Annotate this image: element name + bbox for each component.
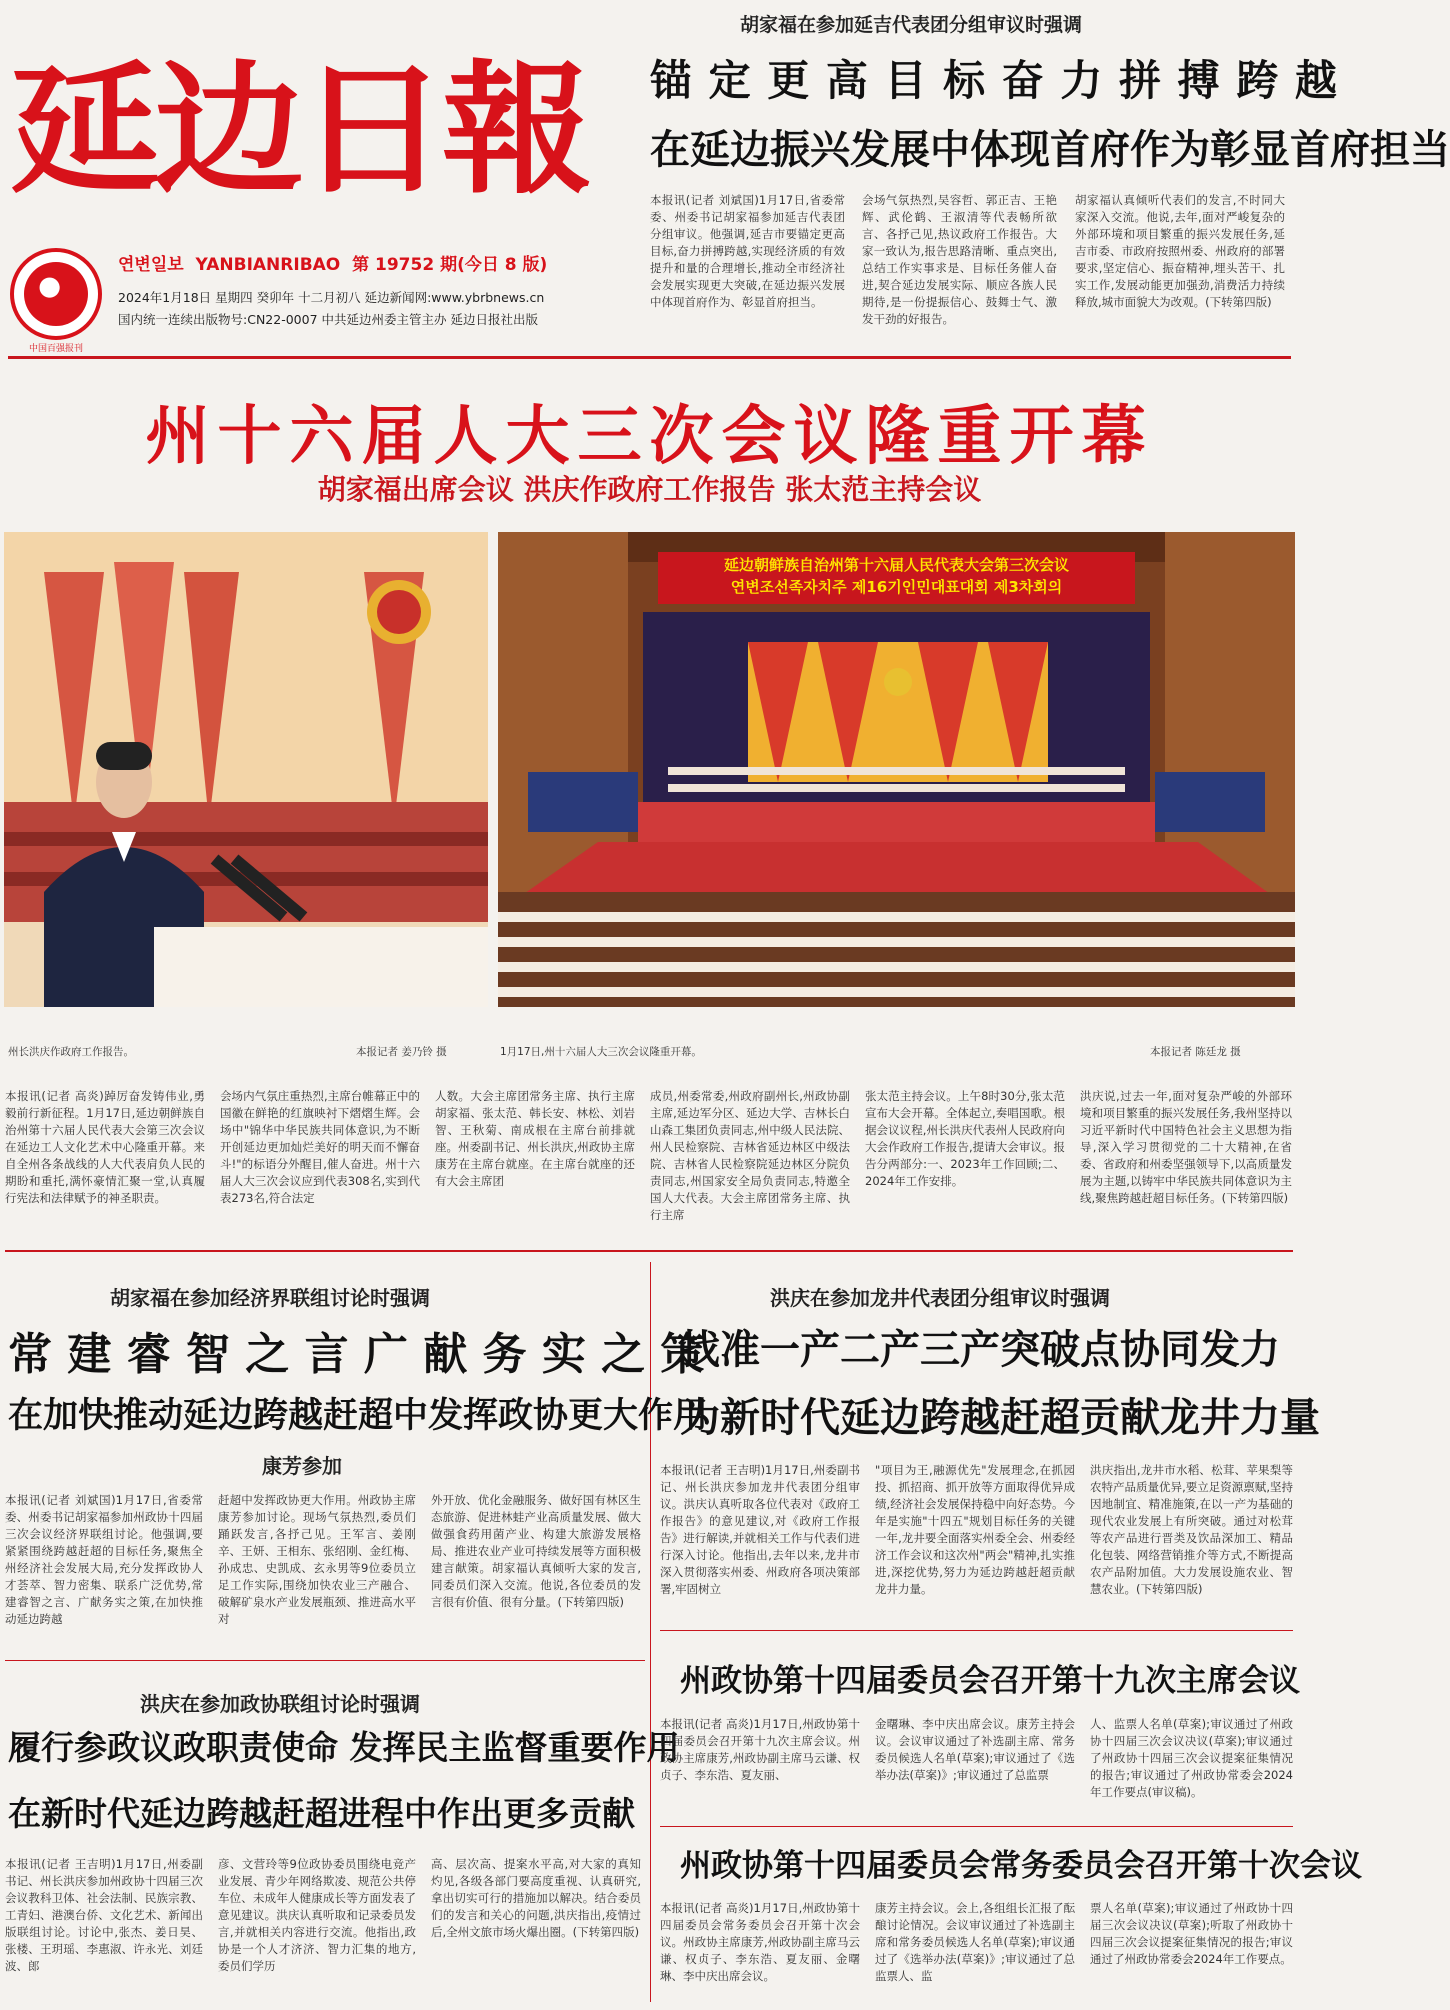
story-b-subheadline: 为新时代延边跨越赶超贡献龙井力量 bbox=[680, 1395, 1320, 1441]
story-c-headline: 履行参政议政职责使命 发挥民主监督重要作用 bbox=[8, 1728, 680, 1767]
story-d-headline: 州政协第十四届委员会召开第十九次主席会议 bbox=[680, 1663, 1300, 1699]
story-b-headline: 找准一产二产三产突破点协同发力 bbox=[680, 1327, 1280, 1373]
story-a-col-3: 外开放、优化金融服务、做好国有林区生态旅游、促进林蛙产业高质量发展、做大做强食药用菌产业、构建大旅游发展格局、推进农业产业可持续发展等方面积极建言献策。胡家福认真倾听大家的发言,同委员们深入交流。他说,各位委员的发言很有价值、很有分量。(下转第四版) bbox=[431, 1493, 641, 1609]
section-divider bbox=[5, 1250, 1293, 1252]
masthead-names: 연변일보 YANBIANRIBAO 第 19752 期(今日 8 版) bbox=[118, 255, 548, 275]
story-e-col-2: 康芳主持会议。会上,各组组长汇报了酝酿讨论情况。会议审议通过了补选副主席和常务委员候选人名单(草案);审议通过了《选举办法(草案)》;审议通过了总监票人、监 bbox=[875, 1901, 1075, 1983]
top-story-kicker: 胡家福在参加延吉代表团分组审议时强调 bbox=[740, 14, 1083, 36]
story-d-col-3: 人、监票人名单(草案);审议通过了州政协十四届三次会议决议(草案);审议通过了州政协十四届三次会议提案征集情况的报告;审议通过了州政协常委会2024年工作要点(审议稿)。 bbox=[1090, 1717, 1293, 1799]
story-a-divider bbox=[5, 1660, 645, 1661]
main-body-col-5: 张太范主持会议。上午8时30分,张太范宣布大会开幕。全体起立,奏唱国歌。根据会议议程,州长洪庆代表州人民政府向大会作政府工作报告,提请大会审议。报告分两部分:一、2023年工作回顾;二、2024年工作安排。 bbox=[865, 1089, 1065, 1188]
main-headline: 州十六届人大三次会议隆重开幕 bbox=[145, 400, 1154, 474]
story-b-col-2: "项目为王,融源优先"发展理念,在抓园投、抓招商、抓开放等方面取得优异成绩,经济社会发展保持稳中向好态势。今年是实施"十四五"规划目标任务的关键一年,龙井要全面落实州委全会、州委经济工作会议和这次州"两会"精神,扎实推进,深挖优势,努力为延边跨越赶超贡献龙井力量。 bbox=[875, 1463, 1075, 1596]
main-body-col-3: 人数。大会主席团常务主席、执行主席胡家福、张太范、韩长安、林松、刘岩智、王秋菊、南成根在主席台前排就座。州委副书记、州长洪庆,州政协主席康芳在主席台就座。在主席台就座的还有大会主席团 bbox=[435, 1089, 635, 1188]
main-body-col-6: 洪庆说,过去一年,面对复杂严峻的外部环境和项目繁重的振兴发展任务,我州坚持以习近平新时代中国特色社会主义思想为指导,深入学习贯彻党的二十大精神,在省委、省政府和州委坚强领导下,以高质量发展为主题,以铸牢中华民族共同体意识为主线,聚焦跨越赶超目标任务。(下转第四版) bbox=[1080, 1089, 1292, 1205]
story-c-col-2: 彦、文营玲等9位政协委员围绕电竞产业发展、青少年网络欺凌、规范公共停车位、未成年人健康成长等方面发表了意见建议。洪庆认真听取和记录委员发言,并就相关内容进行交流。他指出,政协是一个人才济济、智力汇集的地方,委员们学历 bbox=[218, 1857, 416, 1973]
main-body-col-2: 会场内气氛庄重热烈,主席台帷幕正中的国徽在鲜艳的红旗映衬下熠熠生辉。会场中"锦华中华民族共同体意识,为不断开创延边更加灿烂美好的明天而不懈奋斗!"的标语分外醒目,催人奋进。州十六届人大三次会议应到代表308名,实到代表273名,符合法定 bbox=[220, 1089, 420, 1205]
story-c-col-3: 高、层次高、提案水平高,对大家的真知灼见,各级各部门要高度重视、认真研究,拿出切实可行的措施加以解决。结合委员们的发言和关心的问题,洪庆指出,疫情过后,全州文旅市场火爆出圈。(下转第四版) bbox=[431, 1857, 641, 1939]
story-a-subheadline: 在加快推动延边跨越赶超中发挥政协更大作用 bbox=[8, 1396, 709, 1436]
main-subhead: 胡家福出席会议 洪庆作政府工作报告 张太范主持会议 bbox=[317, 473, 982, 506]
story-c-col-1: 本报讯(记者 王吉明)1月17日,州委副书记、州长洪庆参加州政协十四届三次会议教科卫体、社会法制、民族宗教、工青妇、港澳台侨、文化艺术、新闻出版联组讨论。讨论中,张杰、姜日昊、张楼、王玥瑶、李惠淑、许永光、刘廷波、郎 bbox=[5, 1857, 203, 1973]
top-story-headline: 锚 定 更 高 目 标 奋 力 拼 搏 跨 越 bbox=[650, 56, 1338, 105]
story-b-divider bbox=[660, 1630, 1293, 1631]
left-photo-caption: 州长洪庆作政府工作报告。 bbox=[8, 1046, 134, 1058]
story-d-divider bbox=[660, 1826, 1293, 1827]
story-e-col-3: 票人名单(草案);审议通过了州政协十四届三次会议决议(草案);听取了州政协十四届三次会议提案征集情况的报告;审议通过了州政协常委会2024年工作要点。 bbox=[1090, 1901, 1293, 1966]
left-photo-credit: 本报记者 姜乃铃 摄 bbox=[356, 1046, 447, 1058]
newspaper-logo-icon: 中国百强报刊 bbox=[10, 248, 102, 340]
story-a-kicker: 胡家福在参加经济界联组讨论时强调 bbox=[110, 1286, 430, 1310]
serial-line: 国内统一连续出版物号:CN22-0007 中共延边州委主管主办 延边日报社出版 bbox=[118, 312, 538, 327]
story-a-byline: 康芳参加 bbox=[262, 1454, 342, 1478]
hall-banner-chinese: 延边朝鲜族自治州第十六届人民代表大会第三次会议 bbox=[723, 556, 1069, 574]
story-a-col-2: 赶超中发挥政协更大作用。州政协主席康芳参加讨论。现场气氛热烈,委员们踊跃发言,各抒己见。王军言、姜刚辛、王妍、王相东、张绍刚、金红梅、孙成忠、史凯成、玄永男等9位委员立足工作实际,围绕加快农业三产融合、破解矿泉水产业发展瓶颈、推进高水平对 bbox=[218, 1493, 416, 1626]
main-body-col-4: 成员,州委常委,州政府副州长,州政协副主席,延边军分区、延边大学、吉林长白山森工集团负责同志,州中级人民法院、州人民检察院、吉林省延边林区中级法院、吉林省人民检察院延边林区分院负责同志,州国家安全局负责同志,特邀全国人大代表。大会主席团常务主席、执行主席 bbox=[650, 1089, 850, 1222]
main-body-col-1: 本报讯(记者 高炎)踔厉奋发铸伟业,勇毅前行新征程。1月17日,延边朝鲜族自治州第十六届人民代表大会第三次会议在延边工人文化艺术中心隆重开幕。来自全州各条战线的人大代表肩负人民的期盼和重托,满怀豪情汇聚一堂,认真履行宪法和法律赋予的神圣职责。 bbox=[5, 1089, 205, 1205]
story-b-col-1: 本报讯(记者 王吉明)1月17日,州委副书记、州长洪庆参加龙井代表团分组审议。洪庆认真听取各位代表对《政府工作报告》的意见建议,对《政府工作报告》进行解读,并就相关工作与代表们进行深入讨论。他指出,去年以来,龙井市深入贯彻落实州委、州政府各项决策部署,牢固树立 bbox=[660, 1463, 860, 1596]
story-b-kicker: 洪庆在参加龙井代表团分组审议时强调 bbox=[770, 1286, 1110, 1310]
story-e-headline: 州政协第十四届委员会常务委员会召开第十次会议 bbox=[680, 1848, 1362, 1884]
top-story-col-2: 会场气氛热烈,吴容哲、郭正吉、王艳辉、武伦鹤、王淑清等代表畅所欲言、各抒己见,热议政府工作报告。大家一致认为,报告思路清晰、重点突出,总结工作实事求是、目标任务催人奋进,契合延边发展实际、顺应各族人民期待,是一份提振信心、鼓舞士气、激发干劲的好报告。 bbox=[862, 193, 1057, 326]
story-a-col-1: 本报讯(记者 刘斌国)1月17日,省委常委、州委书记胡家福参加州政协十四届三次会议经济界联组讨论。他强调,要紧紧围绕跨越赶超的目标任务,聚焦全州经济社会发展大局,充分发挥政协人才荟萃、智力密集、联系广泛优势,常建睿智之言、广献务实之策,在加快推动延边跨越 bbox=[5, 1493, 203, 1626]
masthead-title: 延边日報 bbox=[10, 46, 587, 214]
top-story-col-1: 本报讯(记者 刘斌国)1月17日,省委常委、州委书记胡家福参加延吉代表团分组审议。他强调,延吉市要锚定更高目标,奋力拼搏跨越,实现经济质的有效提升和量的合理增长,推动全市经济社会发展实现更大突破,在延边振兴发展中体现首府作为、彰显首府担当。 bbox=[650, 193, 845, 309]
story-d-col-2: 金曙琳、李中庆出席会议。康芳主持会议。会议审议通过了补选副主席、常务委员候选人名单(草案);审议通过了《选举办法(草案)》;审议通过了总监票 bbox=[875, 1717, 1075, 1782]
date-line: 2024年1月18日 星期四 癸卯年 十二月初八 延边新闻网:www.ybrbnews.cn bbox=[118, 290, 545, 305]
top-story-col-3: 胡家福认真倾听代表们的发言,不时同大家深入交流。他说,去年,面对严峻复杂的外部环境和项目繁重的振兴发展任务,延吉市委、市政府按照州委、州政府的部署要求,坚定信心、振奋精神,埋头苦干、扎实工作,发展动能更加强劲,消费活力持续释放,城市面貌大为改观。(下转第四版) bbox=[1075, 193, 1285, 309]
story-e-col-1: 本报讯(记者 高炎)1月17日,州政协第十四届委员会常务委员会召开第十次会议。州政协主席康芳,州政协副主席马云谦、权贞子、李东浩、夏友丽、金曙琳、李中庆出席会议。 bbox=[660, 1901, 860, 1983]
right-photo-credit: 本报记者 陈廷龙 摄 bbox=[1150, 1046, 1241, 1058]
story-d-col-1: 本报讯(记者 高炎)1月17日,州政协第十四届委员会召开第十九次主席会议。州政协主席康芳,州政协副主席马云谦、权贞子、李东浩、夏友丽、 bbox=[660, 1717, 860, 1782]
story-c-kicker: 洪庆在参加政协联组讨论时强调 bbox=[140, 1692, 420, 1716]
story-a-headline: 常 建 睿 智 之 言 广 献 务 实 之 策 bbox=[8, 1329, 705, 1380]
assembly-hall-photo bbox=[498, 532, 1295, 1007]
hall-banner-korean: 연변조선족자치주 제16기인민대표대회 제3차회의 bbox=[730, 578, 1063, 596]
speaker-photo bbox=[4, 532, 488, 1007]
masthead-divider bbox=[8, 356, 1291, 359]
story-b-col-3: 洪庆指出,龙井市水稻、松茸、苹果梨等农特产品质量优异,要立足资源禀赋,坚持因地制宜、精准施策,在以一产为基础的现代农业发展上有所突破。通过对松茸等农产品进行晋类及饮品深加工、精品化包装、网络营销推介等方式,不断提高农产品附加值。大力发展设施农业、智慧农业。(下转第四版) bbox=[1090, 1463, 1293, 1596]
top-story-subheadline: 在延边振兴发展中体现首府作为彰显首府担当 bbox=[650, 127, 1450, 173]
story-c-subheadline: 在新时代延边跨越赶超进程中作出更多贡献 bbox=[8, 1794, 635, 1833]
right-photo-caption: 1月17日,州十六届人大三次会议隆重开幕。 bbox=[500, 1046, 702, 1058]
